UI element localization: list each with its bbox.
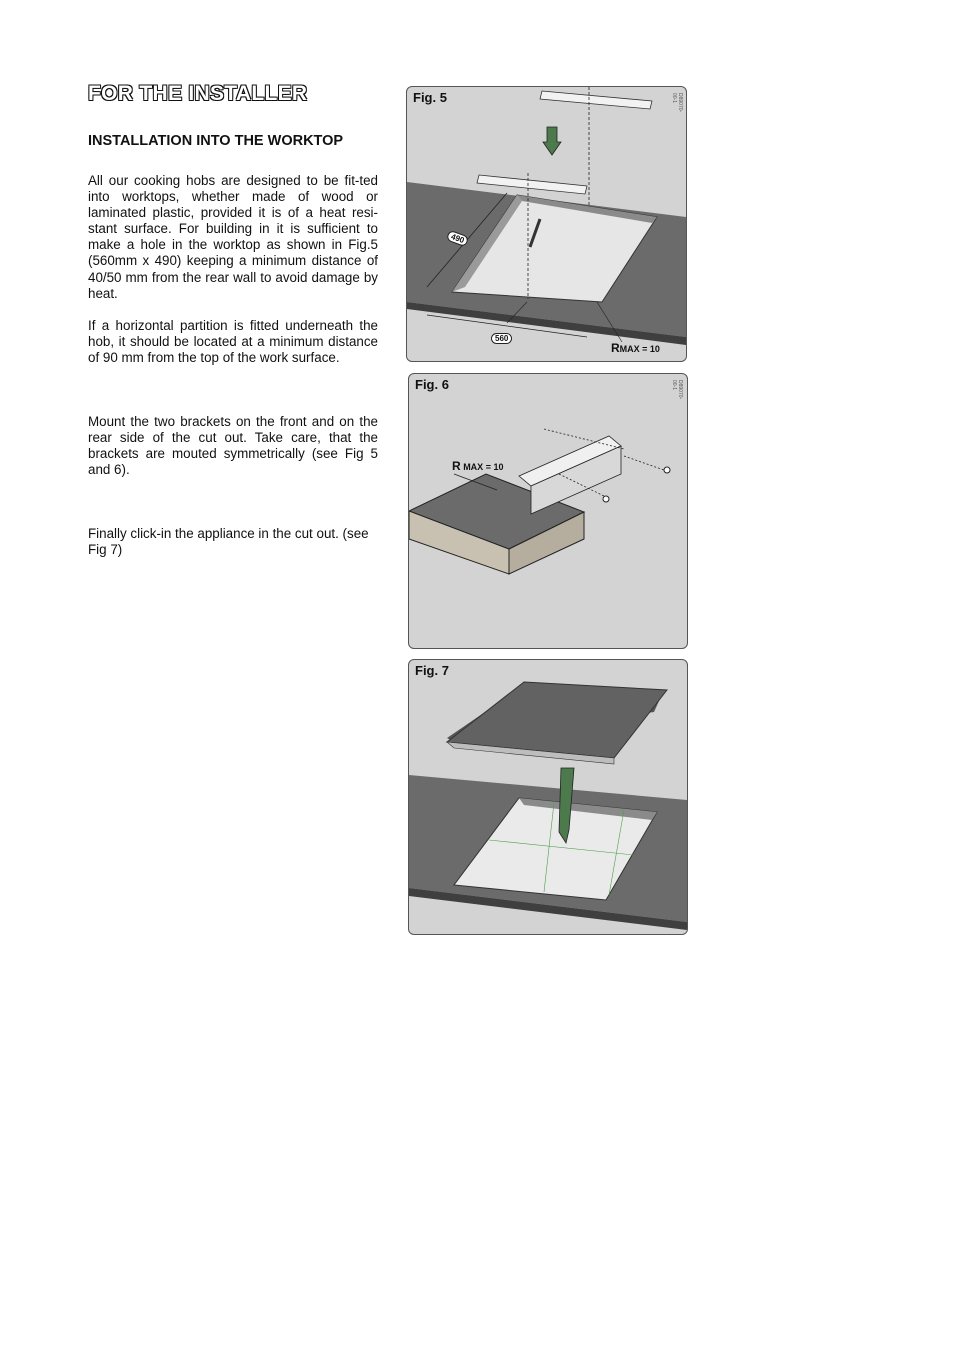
page-heading: FOR THE INSTALLER (88, 82, 308, 105)
paragraph-click-in: Finally click-in the appliance in the cut out. (see Fig 7) (88, 526, 369, 558)
paragraph-brackets: Mount the two brackets on the front and on the rear side of the cut out. Take care, that the brackets are mouted symmetrically (see Fig 5 and 6). (88, 414, 378, 478)
figure-5-rmax-text: MAX = 10 (619, 344, 660, 354)
figure-7-illustration (409, 660, 687, 934)
figure-5 (406, 86, 687, 362)
figure-5-illustration (407, 87, 686, 361)
figure-6-label: Fig. 6 (415, 377, 449, 392)
figure-5-label: Fig. 5 (413, 90, 447, 105)
paragraph-worktop: All our cooking hobs are designed to be fit-ted into worktops, whether made of wood or laminated plastic, provided it is of a heat resi-stant surface. For building in it is sufficient to make a hole in the worktop as shown in Fig.5 (560mm x 490) keeping a minimum distance of 40/50 mm from the rear wall to avoid damage by heat. (88, 173, 378, 301)
dimension-560: 560 (491, 333, 512, 344)
figure-6-code: D89070-00-1 (671, 380, 683, 400)
figure-5-rmax-label (611, 341, 660, 355)
figure-6-illustration (409, 374, 687, 648)
figure-6-rmax-label (452, 459, 503, 473)
figure-7 (408, 659, 688, 935)
figure-5-code: D89070-00-1 (671, 93, 683, 113)
figure-6 (408, 373, 688, 649)
paragraph-partition: If a horizontal partition is fitted underneath the hob, it should be located at a minimum distance of 90 mm from the top of the work surface. (88, 318, 378, 366)
section-heading: INSTALLATION INTO THE WORKTOP (88, 133, 344, 149)
figure-6-rmax-text: MAX = 10 (463, 462, 504, 472)
dimension-490: 490 (446, 230, 470, 248)
figure-5-rmax-letter: R (611, 341, 620, 355)
figure-7-label: Fig. 7 (415, 663, 449, 678)
figure-6-rmax-letter: R (452, 459, 461, 473)
